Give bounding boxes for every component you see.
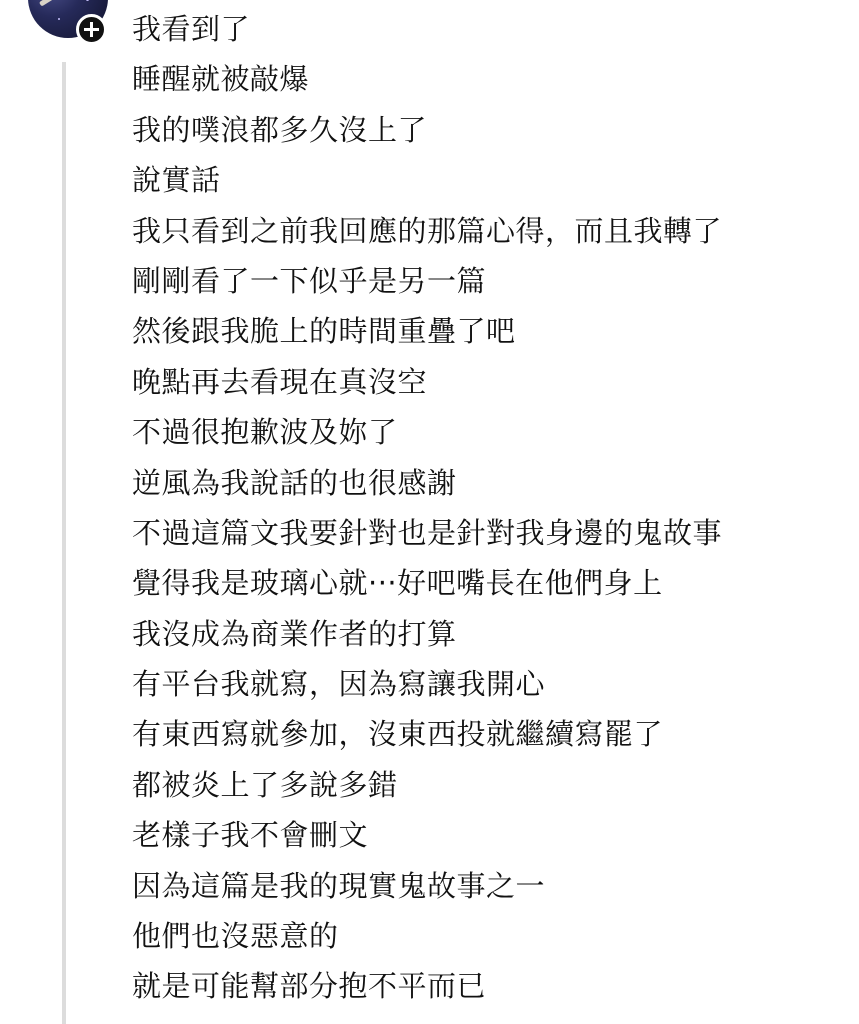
comment-line: 剛剛看了一下似乎是另一篇	[132, 263, 487, 298]
comment-line: 不過很抱歉波及妳了	[132, 415, 398, 450]
plus-icon	[84, 22, 99, 37]
comment-line: 我的噗浪都多久沒上了	[132, 112, 428, 147]
comment-line: 覺得我是玻璃心就···好吧嘴長在他們身上	[132, 566, 663, 601]
comment-line: 說實話	[132, 163, 221, 198]
comment-line: 就是可能幫部分抱不平而已	[132, 969, 487, 1004]
follow-plus-button[interactable]	[76, 14, 107, 45]
comment-line: 睡醒就被敲爆	[132, 62, 310, 97]
comment-line: 我沒成為商業作者的打算	[132, 616, 457, 651]
comment-line: 老樣子我不會刪文	[132, 818, 369, 853]
comment-line: 我看到了	[132, 12, 251, 46]
comment-line: 逆風為我說話的也很感謝	[132, 465, 457, 500]
comment-line: 我只看到之前我回應的那篇心得，而且我轉了	[132, 213, 723, 248]
comment-line: 都被炎上了多說多錯	[132, 767, 398, 802]
comment-body	[132, 4, 722, 1012]
comment-line: 然後跟我脆上的時間重疊了吧	[132, 314, 516, 349]
comment-line: 有平台我就寫，因為寫讓我開心	[132, 667, 546, 702]
comment-line: 他們也沒惡意的	[132, 919, 339, 954]
comment-line: 晚點再去看現在真沒空	[132, 364, 428, 399]
comment-line: 有東西寫就參加，沒東西投就繼續寫罷了	[132, 717, 664, 752]
thread-line	[62, 62, 66, 1024]
comment-line: 因為這篇是我的現實鬼故事之一	[132, 868, 546, 903]
comment-line: 不過這篇文我要針對也是針對我身邊的鬼故事	[132, 515, 723, 550]
